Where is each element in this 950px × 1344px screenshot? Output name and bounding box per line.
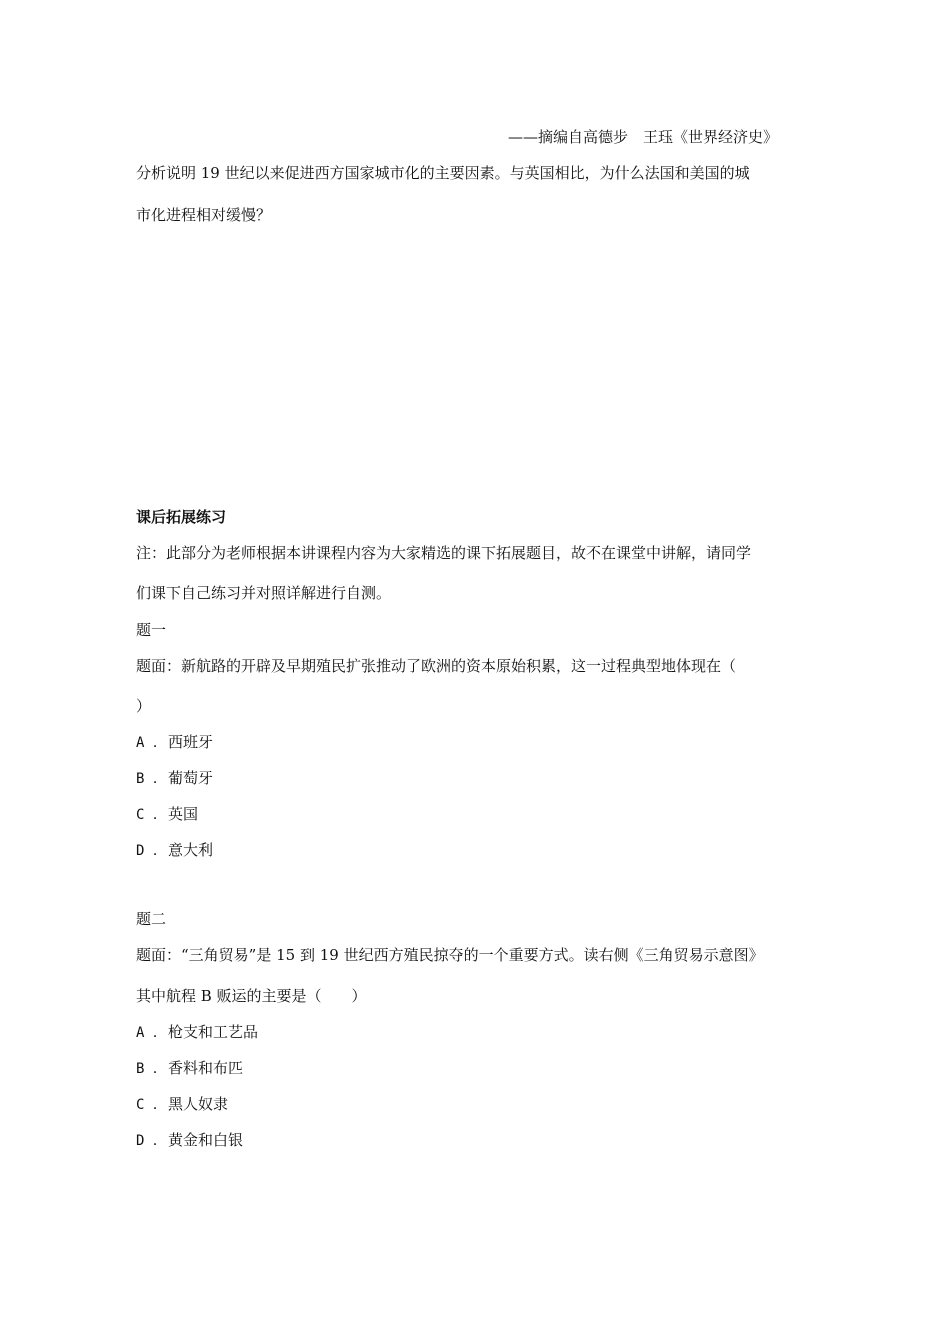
q2-option-b [136,1058,243,1079]
q1-stem-line-1: 题面：新航路的开辟及早期殖民扩张推动了欧洲的资本原始积累，这一过程典型地体现在（ [136,657,737,675]
q1-stem-line-2: ） [136,697,152,715]
option-letter: C ． [136,1097,167,1113]
passage-question-line-1: 分析说明 19 世纪以来促进西方国家城市化的主要因素。与英国相比，为什么法国和美国的城 [136,164,750,182]
q1-title: 题一 [136,621,167,639]
option-text: 香料和布匹 [168,1059,244,1077]
option-text: 黑人奴隶 [168,1095,229,1113]
option-text: 意大利 [168,841,214,859]
option-text: 葡萄牙 [168,769,214,787]
option-text: 枪支和工艺品 [168,1023,259,1041]
q2-title: 题二 [136,910,167,928]
section-heading: 课后拓展练习 [136,508,227,526]
option-letter: B ． [136,1061,167,1077]
passage-source: ——摘编自高德步 王珏《世界经济史》 [508,128,779,146]
section-note-line-1: 注：此部分为老师根据本讲课程内容为大家精选的课下拓展题目，故不在课堂中讲解，请同学 [136,544,752,562]
passage-question-line-2: 市化进程相对缓慢？ [136,206,272,224]
option-letter: D ． [136,1133,167,1149]
q2-stem-line-1: 题面：“三角贸易”是 15 到 19 世纪西方殖民掠夺的一个重要方式。读右侧《三角贸易示意图》 [136,946,764,964]
option-letter: A ． [136,735,167,751]
q1-option-a [136,732,213,753]
section-note-line-2: 们课下自己练习并对照详解进行自测。 [136,584,392,602]
option-letter: D ． [136,843,167,859]
option-letter: C ． [136,807,167,823]
q2-option-a [136,1022,258,1043]
q1-option-c [136,804,198,825]
q1-option-d [136,840,213,861]
option-text: 英国 [168,805,199,823]
q2-option-c [136,1094,228,1115]
q2-stem-line-2: 其中航程 B 贩运的主要是（ ） [136,987,367,1005]
option-text: 黄金和白银 [168,1131,244,1149]
q2-option-d [136,1130,243,1151]
q1-option-b [136,768,213,789]
option-letter: A ． [136,1025,167,1041]
option-text: 西班牙 [168,733,214,751]
option-letter: B ． [136,771,167,787]
